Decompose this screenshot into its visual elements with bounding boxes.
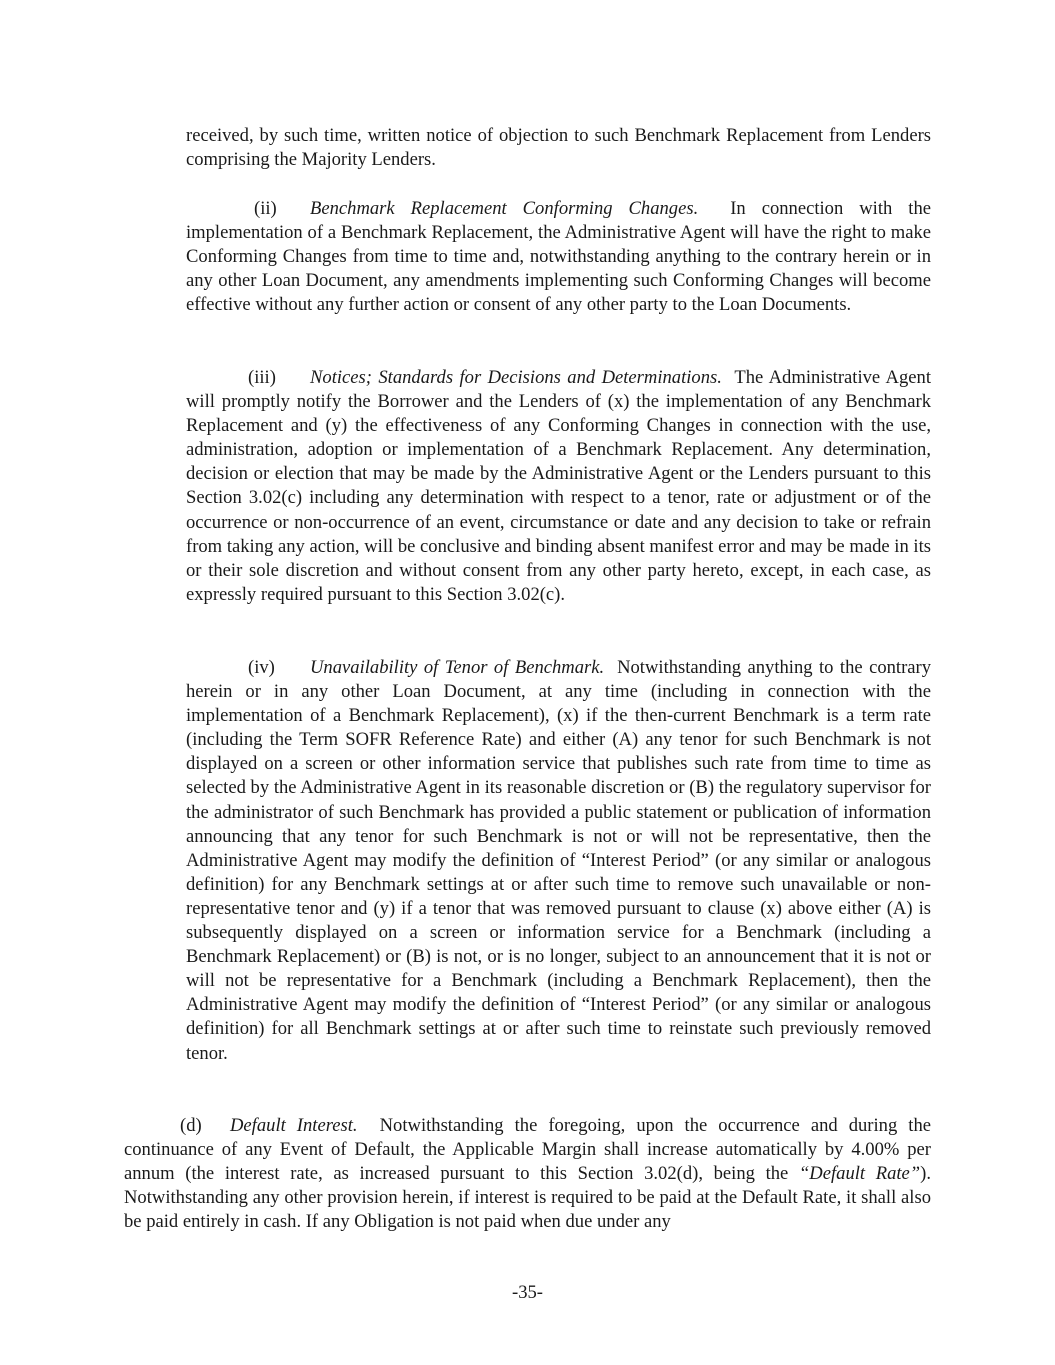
clause-body-continued: ). Notwithstanding any other provision herein, if interest is required to be paid at the Default Rate, it shall also be paid entirely in cash. If any Obligation is not paid when due under any (124, 1163, 931, 1233)
paragraph-ii (186, 197, 931, 317)
clause-body: Notwithstanding anything to the contrary herein or in any other Loan Document, at any time (including in connection with the implementation of a Benchmark Replacement), (x) if the then-current Benchmark is a term rate (including the Term SOFR Reference Rate) and either (A) any tenor for such Benchmark is not displayed on a screen or other information service that publishes such rate from time to time as selected by the Administrative Agent in its reasonable discretion or (B) the regulatory supervisor for the administrator of such Benchmark has provided a public statement or publication of information announcing that any tenor for such Benchmark is not or will not be representative, then the Administrative Agent may modify the definition of “Interest Period” (or any similar or analogous definition) for any Benchmark settings at or after such time to remove such unavailable or non-representative tenor and (y) if a tenor that was removed pursuant to clause (x) above either (A) is subsequently displayed on a screen or information service for a Benchmark (including a Benchmark Replacement) or (B) is not, or is no longer, subject to an announcement that it is not or will not be representative for a Benchmark (including a Benchmark Replacement), then the Administrative Agent may modify the definition of “Interest Period” (or any similar or analogous definition) for all Benchmark settings at or after such time to reinstate such previously removed tenor. (186, 657, 932, 1064)
paragraph-d (124, 1114, 931, 1234)
clause-number: (iv) (248, 657, 275, 678)
paragraph-text: received, by such time, written notice of objection to such Benchmark Replacement from Lenders comprising the Majority Lenders. (186, 125, 931, 171)
clause-heading: Default Interest. (230, 1115, 358, 1136)
clause-body: In connection with the implementation of a Benchmark Replacement, the Administrative Agent will have the right to make Conforming Changes from time to time and, notwithstanding anything to the contrary herein or in any other Loan Document, any amendments implementing such Conforming Changes will become effective without any further action or consent of any other party to the Loan Documents. (186, 198, 932, 316)
clause-heading: Benchmark Replacement Conforming Changes. (310, 198, 699, 219)
clause-number: (ii) (254, 198, 277, 219)
page-number: -35- (512, 1282, 543, 1303)
clause-number: (iii) (248, 367, 276, 388)
clause-number: (d) (180, 1115, 202, 1136)
clause-body: Notwithstanding the foregoing, upon the occurrence and during the continuance of any Event of Default, the Applicable Margin shall increase automatically by 4.00% per annum (the interest rate, as increased pursuant to this Section 3.02(d), being the (124, 1115, 932, 1185)
paragraph-continued (186, 124, 931, 172)
clause-heading: Unavailability of Tenor of Benchmark. (310, 657, 605, 678)
clause-heading: Notices; Standards for Decisions and Determinations. (310, 367, 722, 388)
paragraph-iv (186, 656, 931, 1066)
paragraph-iii (186, 366, 931, 607)
clause-body: The Administrative Agent will promptly notify the Borrower and the Lenders of (x) the implementation of any Benchmark Replacement and (y) the effectiveness of any Conforming Changes in connection with the use, administration, adoption or implementation of a Benchmark Replacement. Any determination, decision or election that may be made by the Administrative Agent or the Lenders pursuant to this Section 3.02(c) including any determination with respect to a tenor, rate or adjustment or of the occurrence or non-occurrence of an event, circumstance or date and any decision to take or refrain from taking any action, will be conclusive and binding absent manifest error and may be made in its or their sole discretion and without consent from any other party hereto, except, in each case, as expressly required pursuant to this Section 3.02(c). (186, 367, 931, 605)
defined-term: “Default Rate” (798, 1163, 921, 1185)
